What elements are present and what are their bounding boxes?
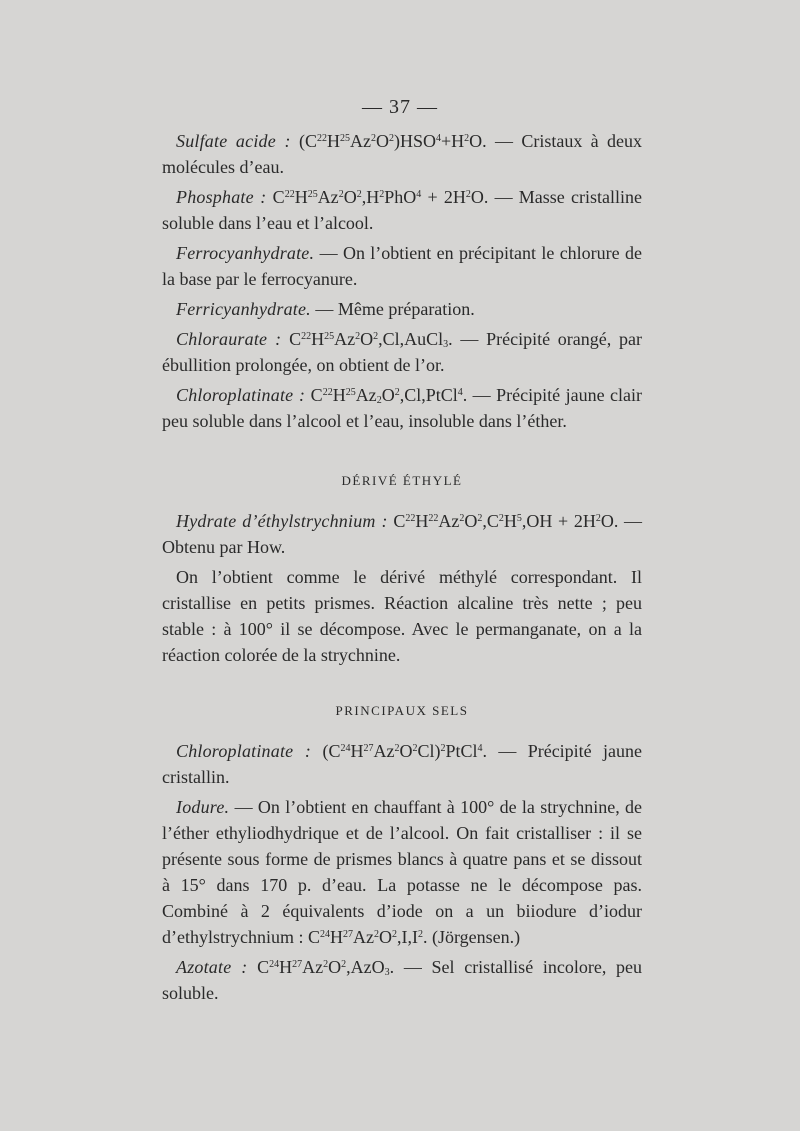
entry-name: Chloroplatinate : <box>176 741 312 761</box>
chemical-formula: $C^{24}H^{27}Az^2O^2,AzO_3$. <box>257 957 395 978</box>
entry-paragraph <box>162 738 642 790</box>
entry-paragraph <box>162 296 642 322</box>
entry-name: Iodure. <box>176 797 230 817</box>
entry-text: — Masse cristalline soluble dans l’eau et l’alcool. <box>162 187 643 233</box>
entry-paragraph <box>162 382 642 434</box>
entry-paragraph <box>162 954 642 1006</box>
entry-text: — Même préparation. <box>315 299 475 319</box>
chemical-formula: $C^{22}H^{25}Az^2O^2,H^2PhO^4 + 2H^2O$. <box>272 187 489 207</box>
entry-name: Ferricyanhydrate. <box>176 299 311 319</box>
entry-name: Hydrate d’éthylstrychnium : <box>176 511 388 531</box>
entry-name: Ferrocyanhydrate. <box>176 243 315 263</box>
principal-salts-section <box>162 738 642 1006</box>
entry-paragraph <box>162 326 642 378</box>
entry-text: On l’obtient comme le dérivé méthylé correspondant. Il cristallise en petits prismes. Réaction alcaline très nette ; peu stable : à 100° il se décompose. Avec le permanganate, on a la réaction colorée de la strychnine. <box>162 567 642 665</box>
entry-paragraph <box>162 508 642 560</box>
entry-paragraph <box>162 128 642 180</box>
entry-name: Chloraurate : <box>176 329 282 349</box>
entry-text: — Sel cristallisé incolore, peu soluble. <box>162 957 642 1003</box>
section-heading-principal-salts: PRINCIPAUX SELS <box>335 703 469 718</box>
chemical-formula: $C^{22}H^{22}Az^2O^2,C^2H^5,OH + 2H^2O$. <box>393 511 619 531</box>
body-text <box>162 128 642 1010</box>
entry-text: — On l’obtient en chauffant à 100° de la strychnine, de l’éther ethyliodhydrique et de l’alcool. On fait cristalliser : il se présente sous forme de prismes blancs à quatre pans et se dissout à 15° dans 170 p. d’eau. La potasse ne le décompose pas. Combiné à 2 équivalents d’iode on a un biiodure d’iodur d’ethylstrychnium : $C^{24}H^{27}Az^2O^2,I,I^2$. (Jörgensen.) <box>162 797 643 947</box>
entry-name: Sulfate acide : <box>176 131 291 151</box>
chemical-formula: $C^{22}H^{25}Az_2O^2,Cl,PtCl^4$. <box>310 385 468 406</box>
section-heading-ethyl-derivative: DÉRIVÉ ÉTHYLÉ <box>341 473 463 488</box>
entry-text: — Précipité jaune clair peu soluble dans l’alcool et l’eau, insoluble dans l’éther. <box>162 385 643 431</box>
ethyl-derivative-section <box>162 508 642 668</box>
chemical-formula: $(C^{24}H^{27}Az^2O^2Cl)^2PtCl^4$. <box>322 741 487 761</box>
entry-name: Chloroplatinate : <box>176 385 306 405</box>
entry-text: — Obtenu par How. <box>162 511 643 557</box>
entry-text: — Précipité jaune cristallin. <box>162 741 643 787</box>
entry-text: — Précipité orangé, par ébullition prolongée, on obtient de l’or. <box>162 329 643 375</box>
entry-name: Phosphate : <box>176 187 267 207</box>
entry-paragraph <box>162 794 642 950</box>
entry-text: — On l’obtient en précipitant le chlorure de la base par le ferrocyanure. <box>162 243 643 289</box>
chemical-formula: $(C^{22}H^{25}Az^2O^2)HSO^4+H^2O$. <box>299 131 487 151</box>
entry-name: Azotate : <box>176 957 248 977</box>
entry-paragraph <box>162 240 642 292</box>
page-number: — 37 — <box>362 96 438 118</box>
entry-paragraph <box>162 184 642 236</box>
entry-paragraph <box>162 564 642 668</box>
entry-text: — Cristaux à deux molécules d’eau. <box>162 131 643 177</box>
chemical-formula: $C^{22}H^{25}Az^2O^2,Cl,AuCl_3$. <box>289 329 453 350</box>
salts-section <box>162 128 642 434</box>
